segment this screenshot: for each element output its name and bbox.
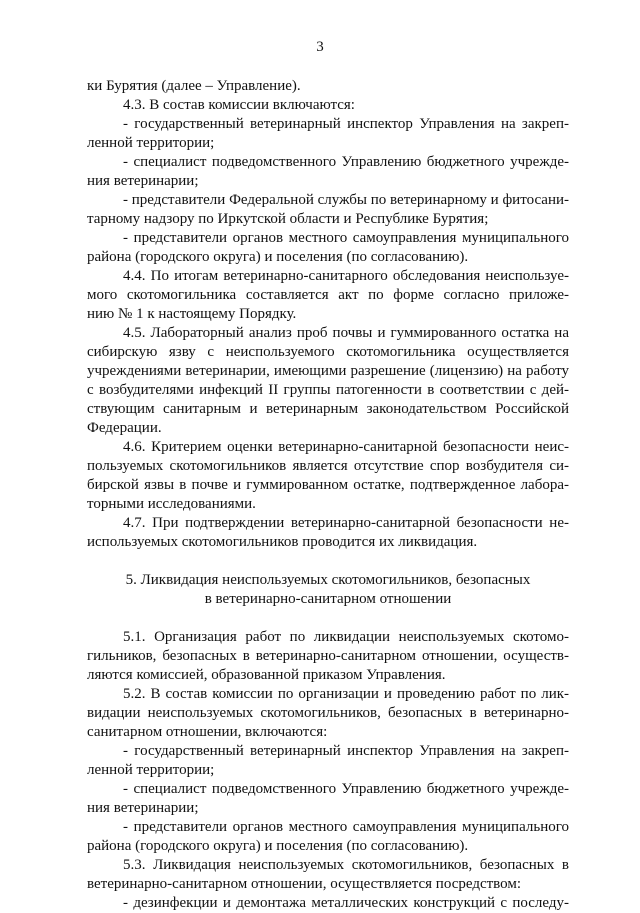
text-line: учреждениями ветеринарии, имеющими разрешение (лицензию) на работу (87, 363, 569, 379)
text-line: - представители Федеральной службы по ветеринарному и фитосани- (123, 192, 569, 208)
text-line: гильников, безопасных в ветеринарно-санитарном отношении, осуществ- (87, 648, 569, 664)
section-heading-line: в ветеринарно-санитарном отношении (204, 591, 452, 607)
text-line: 4.4. По итогам ветеринарно-санитарного обследования неиспользуе- (123, 268, 569, 284)
text-line: 5.2. В состав комиссии по организации и проведению работ по лик- (123, 686, 569, 702)
text-line: тарному надзору по Иркутской области и Республике Бурятия; (87, 211, 489, 227)
text-line: ствующим санитарным и ветеринарным законодательством Российской (87, 401, 569, 417)
text-line: района (городского округа) и поселения (по согласованию). (87, 838, 469, 854)
text-line: 4.5. Лабораторный анализ проб почвы и гуммированного остатка на (123, 325, 569, 341)
text-line: сибирскую язву с неиспользуемого скотомогильника осуществляется (87, 344, 569, 360)
text-line: с возбудителями инфекций II группы патогенности в соответствии с дей- (87, 382, 569, 398)
text-line: ленной территории; (87, 762, 215, 778)
text-line: 5.1. Организация работ по ликвидации неиспользуемых скотомо- (123, 629, 569, 645)
text-line: 4.6. Критерием оценки ветеринарно-санитарной безопасности неис- (123, 439, 569, 455)
text-line: ленной территории; (87, 135, 215, 151)
text-line: - государственный ветеринарный инспектор Управления на закреп- (123, 743, 569, 759)
text-line: ляются комиссией, образованной приказом Управления. (87, 667, 446, 683)
text-line: торными исследованиями. (87, 496, 256, 512)
text-line: - представители органов местного самоуправления муниципального (123, 819, 569, 835)
document-body (87, 77, 569, 913)
text-line: района (городского округа) и поселения (по согласованию). (87, 249, 469, 265)
text-line: используемых скотомогильников проводится их ликвидация. (87, 534, 478, 550)
section-heading-line: 5. Ликвидация неиспользуемых скотомогильников, безопасных (125, 572, 531, 588)
text-line: ния ветеринарии; (87, 800, 199, 816)
section-heading (87, 571, 569, 609)
text-line: - специалист подведомственного Управлению бюджетного учрежде- (123, 781, 569, 797)
text-line: 4.7. При подтверждении ветеринарно-санитарной безопасности не- (123, 515, 569, 531)
text-line: 4.3. В состав комиссии включаются: (123, 97, 355, 113)
text-line: видации неиспользуемых скотомогильников, безопасных в ветеринарно- (87, 705, 569, 721)
text-line: - представители органов местного самоуправления муниципального (123, 230, 569, 246)
text-line: нию № 1 к настоящему Порядку. (87, 306, 297, 322)
text-line: ветеринарно-санитарном отношении, осуществляется посредством: (87, 876, 522, 892)
text-line: санитарном отношении, включаются: (87, 724, 328, 740)
text-line: мого скотомогильника составляется акт по форме согласно приложе- (87, 287, 569, 303)
text-line: - государственный ветеринарный инспектор Управления на закреп- (123, 116, 569, 132)
text-line: ки Бурятия (далее – Управление). (87, 78, 301, 94)
text-line: пользуемых скотомогильников является отсутствие спор возбудителя си- (87, 458, 569, 474)
text-line: - дезинфекции и демонтажа металлических конструкций с последу- (123, 895, 569, 911)
text-line: ния ветеринарии; (87, 173, 199, 189)
text-line: - специалист подведомственного Управлению бюджетного учрежде- (123, 154, 569, 170)
page-number: 3 (316, 39, 324, 55)
text-line: Федерации. (87, 420, 162, 436)
text-line: 5.3. Ликвидация неиспользуемых скотомогильников, безопасных в (123, 857, 569, 873)
text-line: бирской язвы в почве и гуммированном остатке, подтвержденное лабора- (87, 477, 569, 493)
